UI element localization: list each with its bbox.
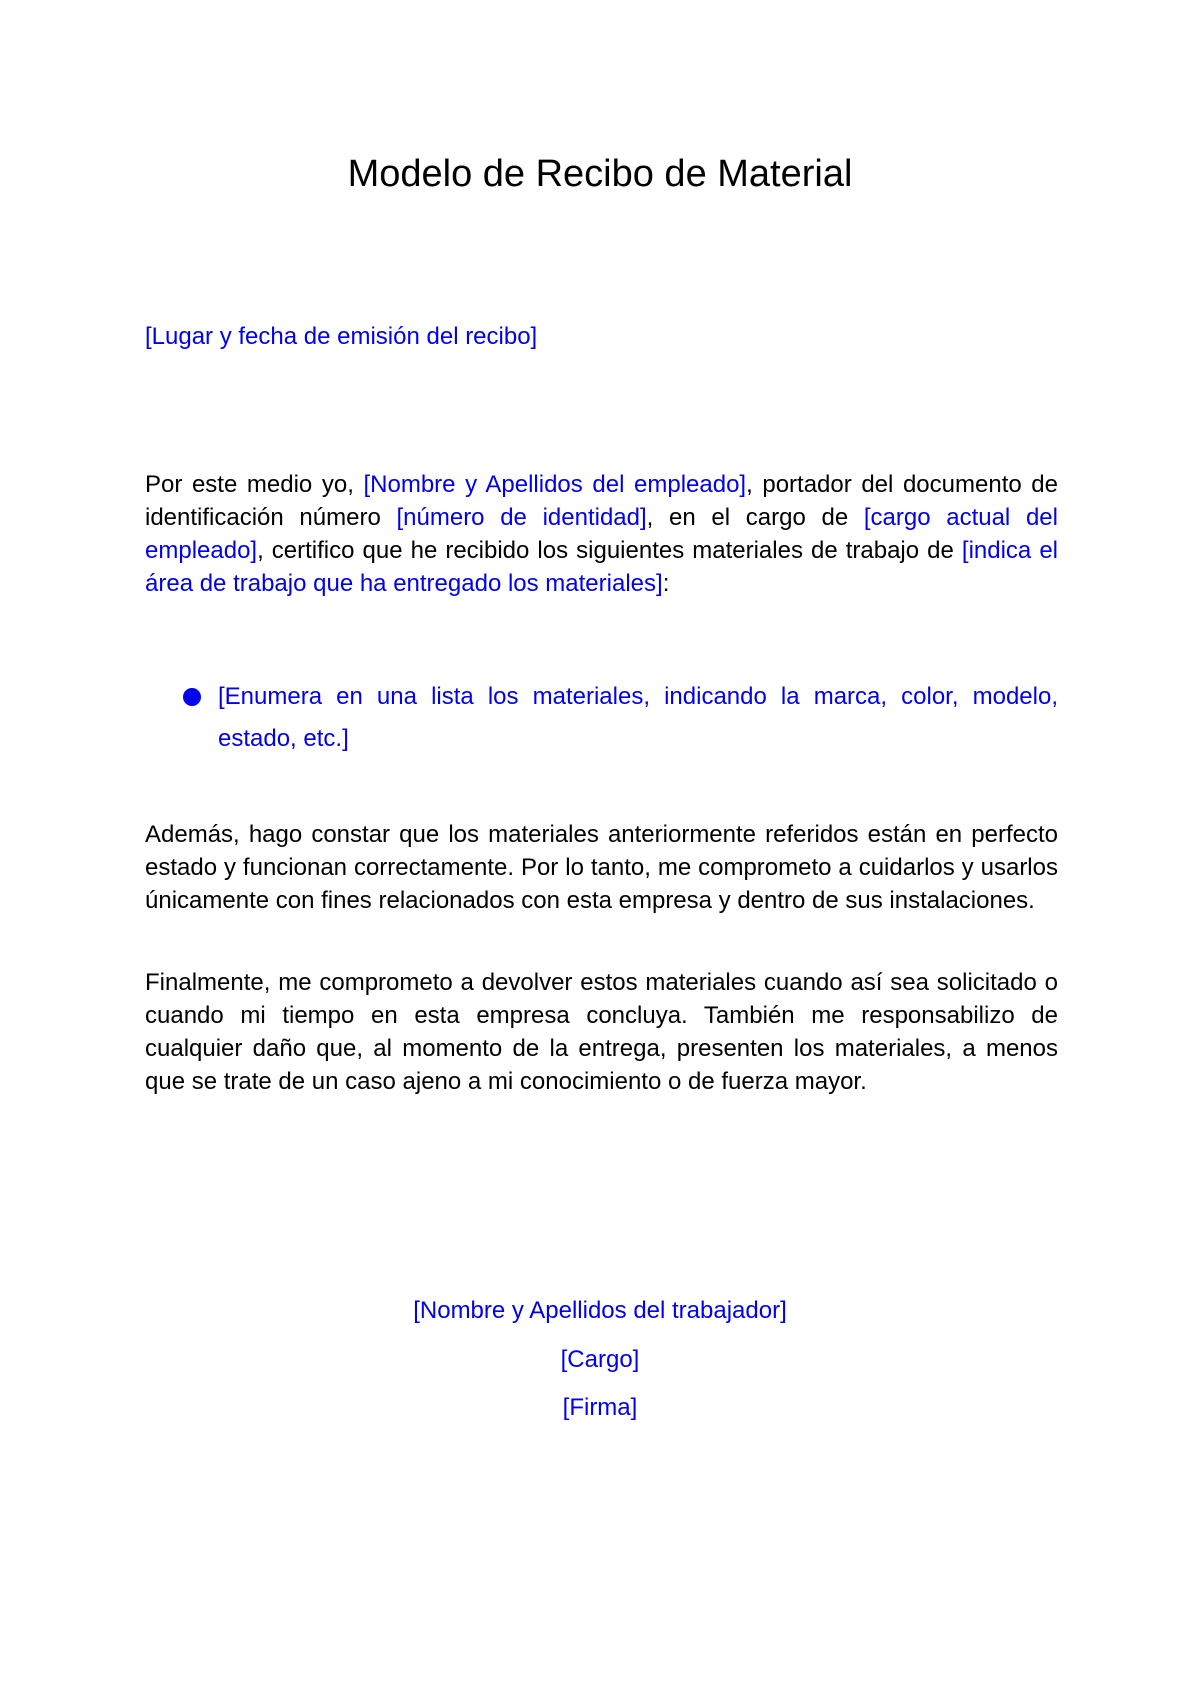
employee-name-placeholder: [Nombre y Apellidos del empleado]: [363, 471, 747, 498]
signature-cargo-placeholder: [Cargo]: [560, 1346, 640, 1373]
bullet-icon: [183, 688, 201, 706]
id-number-placeholder: [número de identidad]: [396, 504, 647, 531]
list-item: [Enumera en una lista los materiales, indicando la marca, color, modelo, estado, etc.]: [218, 683, 1058, 752]
signature-name-placeholder: [Nombre y Apellidos del trabajador]: [413, 1297, 787, 1324]
document-title: Modelo de Recibo de Material: [347, 153, 853, 195]
paragraph-text: , portador del documento de identificación número: [145, 471, 1058, 531]
paragraph-text: , en el cargo de: [646, 504, 864, 531]
signature-firma-placeholder: [Firma]: [562, 1394, 638, 1421]
paragraph-text: Por este medio yo,: [145, 471, 364, 498]
paragraph-condition: Además, hago constar que los materiales anteriormente referidos están en perfecto estado y funcionan correctamente. Por lo tanto, me comprometo a cuidarlos y usarlos únicamente con fines relacionados con esta empresa y dentro de sus instalaciones.: [145, 821, 1058, 914]
place-date-placeholder: [Lugar y fecha de emisión del recibo]: [145, 323, 538, 350]
materials-list: [183, 676, 1058, 760]
paragraph-text: :: [662, 570, 670, 597]
paragraph-commitment: Finalmente, me comprometo a devolver estos materiales cuando así sea solicitado o cuando mi tiempo en esta empresa concluya. También me responsabilizo de cualquier daño que, al momento de la entrega, presenten los materiales, a menos que se trate de un caso ajeno a mi conocimiento o de fuerza mayor.: [145, 969, 1058, 1095]
position-placeholder: [cargo actual del empleado]: [145, 504, 1058, 564]
area-placeholder: [indica el área de trabajo que ha entregado los materiales]: [145, 537, 1059, 597]
paragraph-text: , certifico que he recibido los siguientes materiales de trabajo de: [257, 537, 962, 564]
paragraph-certification: [145, 468, 1058, 600]
